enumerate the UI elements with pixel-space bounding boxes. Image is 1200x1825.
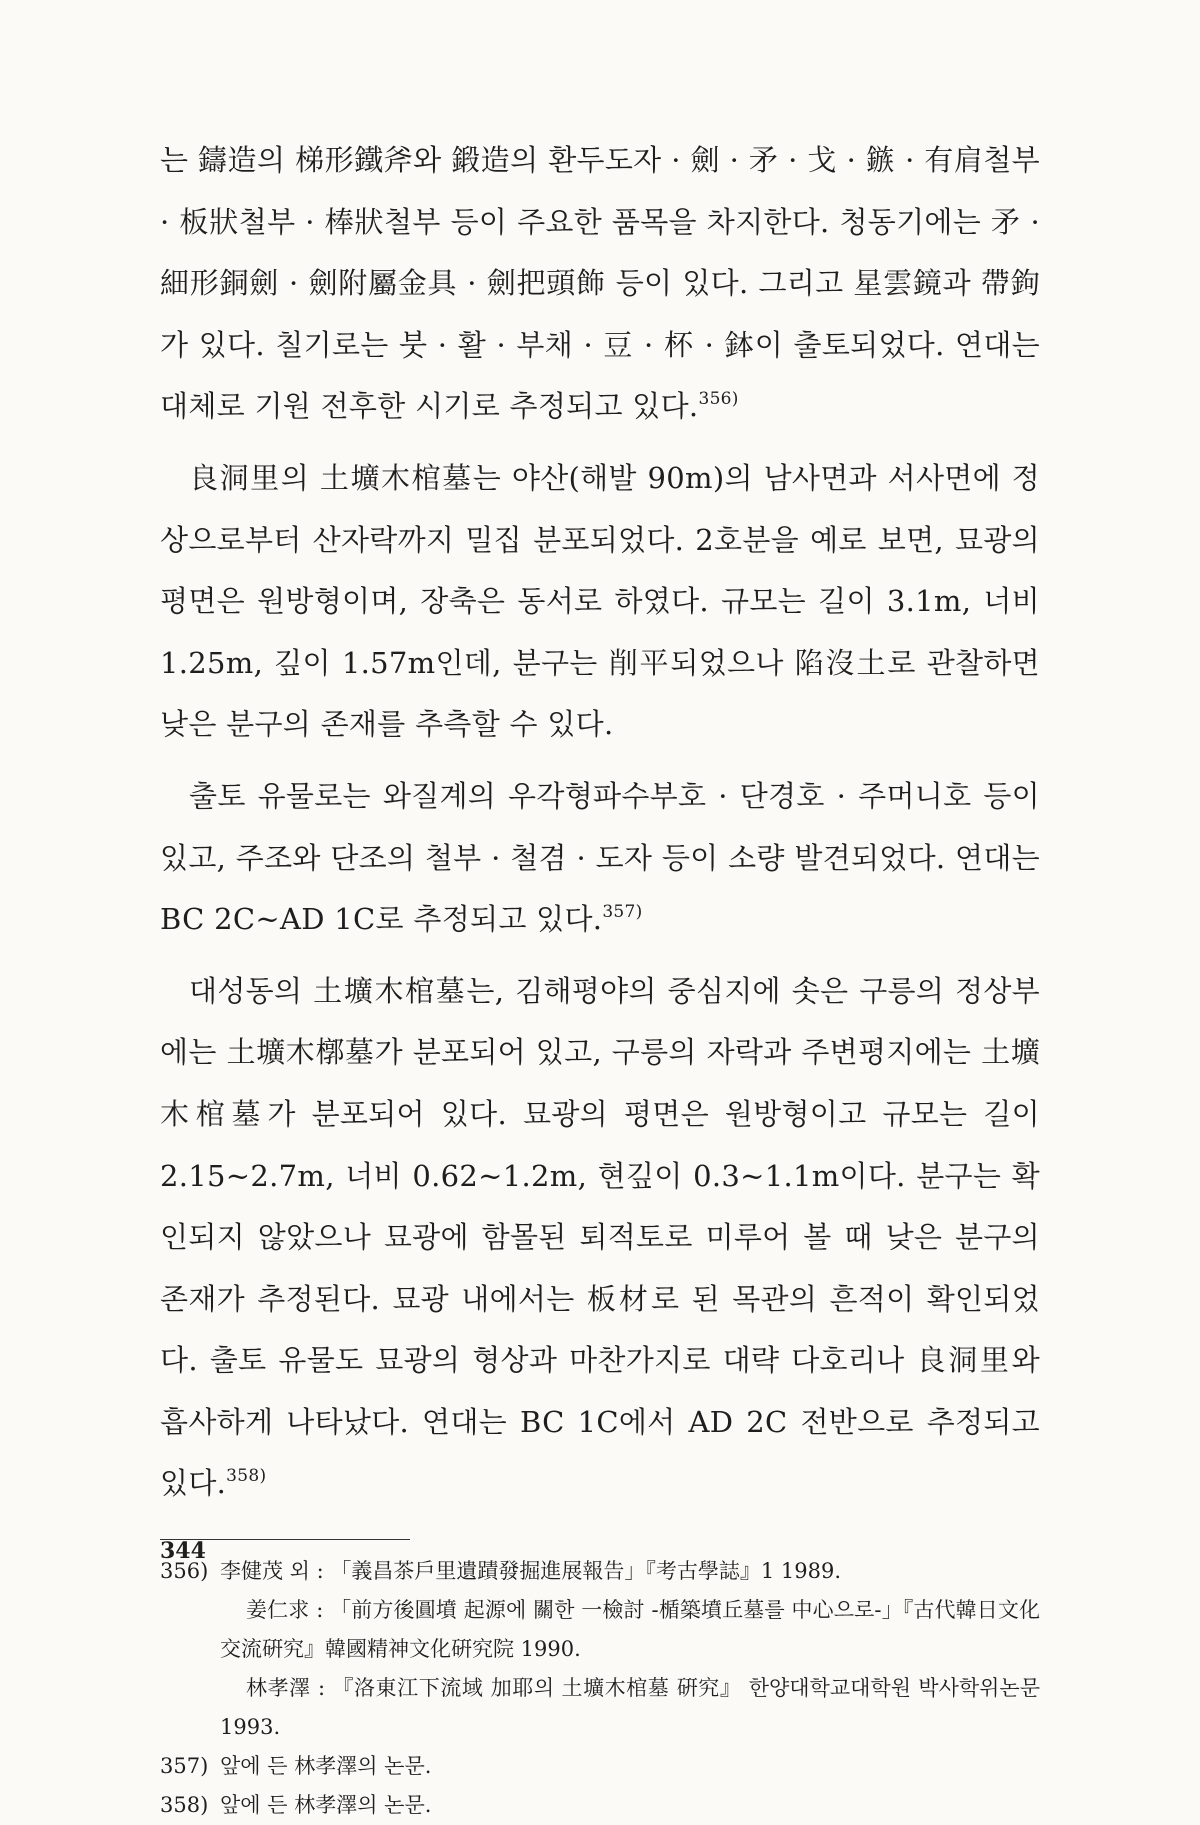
footnotes xyxy=(160,1552,1040,1825)
footnote-number: 358) xyxy=(160,1793,209,1818)
footnote-citation: 앞에 든 林孝澤의 논문. xyxy=(220,1754,432,1779)
page-content xyxy=(160,130,1040,1825)
footnote-citation: 앞에 든 林孝澤의 논문. xyxy=(220,1793,432,1818)
footnote-body xyxy=(220,1786,1040,1825)
footnote-citation: 姜仁求 : 「前方後圓墳 起源에 關한 一檢討 -楯築墳丘墓를 中心으로-」『古代韓日文化交流硏究』韓國精神文化硏究院 1990. xyxy=(220,1598,1040,1662)
footnote-number: 357) xyxy=(160,1754,209,1779)
footnote-356 xyxy=(160,1552,1040,1747)
paragraph-4 xyxy=(160,961,1040,1515)
footnote-body xyxy=(220,1552,1040,1747)
paragraph-text: 는 鑄造의 梯形鐵斧와 鍛造의 환두도자 · 劍 · 矛 · 戈 · 鏃 · 有肩철부 · 板狀철부 · 棒狀철부 등이 주요한 품목을 차지한다. 청동기에는 矛 · 細形銅劍 · 劍附屬金具 · 劍把頭飾 등이 있다. 그리고 星雲鏡과 帶鉤가 있다. 칠기로는 붓 · 활 · 부채 · 豆 · 杯 · 鉢이 출토되었다. 연대는 대체로 기원 전후한 시기로 추정되고 있다. xyxy=(160,143,1040,424)
paragraph-text: 출토 유물로는 와질계의 우각형파수부호 · 단경호 · 주머니호 등이 있고, 주조와 단조의 철부 · 철겸 · 도자 등이 소량 발견되었다. 연대는 BC 2C~AD 1C로 추정되고 있다. xyxy=(160,778,1040,937)
footnote-body xyxy=(220,1747,1040,1786)
footnote-citation: 李健茂 외 : 「義昌茶戶里遺蹟發掘進展報告」『考古學誌』1 1989. xyxy=(220,1559,842,1584)
footnote-citation: 林孝澤 : 『洛東江下流域 加耶의 土壙木棺墓 硏究』 한양대학교대학원 박사학위논문 1993. xyxy=(220,1676,1040,1740)
footnote-reference[interactable]: 358) xyxy=(226,1466,267,1487)
paragraph-text: 대성동의 土壙木棺墓는, 김해평야의 중심지에 솟은 구릉의 정상부에는 土壙木槨墓가 분포되어 있고, 구릉의 자락과 주변평지에는 土壙木棺墓가 분포되어 있다. 묘광의 평면은 원방형이고 규모는 길이 2.15~2.7m, 너비 0.62~1.2m, 현깊이 0.3~1.1m이다. 분구는 확인되지 않았으나 묘광에 함몰된 퇴적토로 미루어 볼 때 낮은 분구의 존재가 추정된다. 묘광 내에서는 板材로 된 목관의 흔적이 확인되었다. 출토 유물도 묘광의 형상과 마찬가지로 대략 다호리나 良洞里와 흡사하게 나타났다. 연대는 BC 1C에서 AD 2C 전반으로 추정되고 있다. xyxy=(160,973,1040,1501)
footnote-357 xyxy=(160,1747,1040,1786)
footnote-number: 356) xyxy=(160,1559,209,1584)
footnote-reference[interactable]: 356) xyxy=(698,389,739,410)
paragraph-2 xyxy=(160,448,1040,756)
paragraph-1 xyxy=(160,130,1040,438)
paragraph-3 xyxy=(160,766,1040,951)
footnote-358 xyxy=(160,1786,1040,1825)
page-number: 344 xyxy=(160,1538,206,1564)
footnote-reference[interactable]: 357) xyxy=(602,902,643,923)
paragraph-text: 良洞里의 土壙木棺墓는 야산(해발 90m)의 남사면과 서사면에 정상으로부터 산자락까지 밀집 분포되었다. 2호분을 예로 보면, 묘광의 평면은 원방형이며, 장축은 동서로 하였다. 규모는 길이 3.1m, 너비 1.25m, 깊이 1.57m인데, 분구는 削平되었으나 陷沒土로 관찰하면 낮은 분구의 존재를 추측할 수 있다. xyxy=(160,460,1040,742)
body-text xyxy=(160,130,1040,1515)
